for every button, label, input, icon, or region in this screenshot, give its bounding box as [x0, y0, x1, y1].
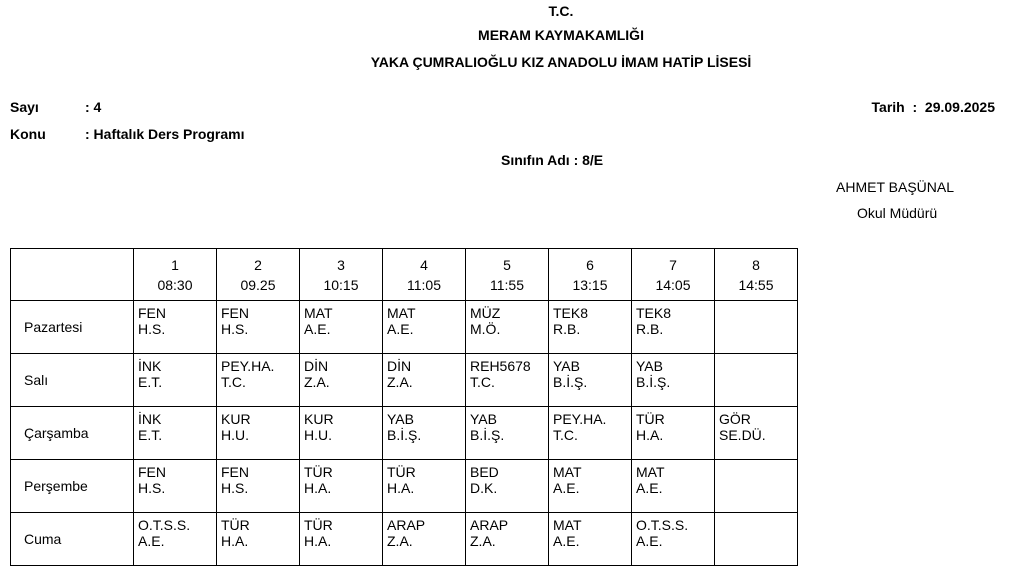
period-number: 2 [254, 257, 262, 273]
lesson-code: FEN [138, 305, 166, 321]
header-tc: T.C. [548, 3, 574, 19]
sayi-value: : 4 [85, 99, 102, 115]
period-time: 11:55 [490, 277, 524, 293]
lesson-code: YAB [553, 358, 580, 374]
period-time: 08:30 [157, 277, 193, 293]
lesson-code: PEY.HA. [221, 358, 275, 374]
lesson-code: FEN [221, 305, 249, 321]
period-header [300, 249, 383, 301]
lesson-cell [217, 460, 300, 513]
lesson-cell [549, 513, 632, 566]
teacher-initials: SE.DÜ. [719, 427, 766, 443]
lesson-cell [383, 460, 466, 513]
period-number: 3 [337, 257, 345, 273]
lesson-cell [134, 513, 217, 566]
table-row [11, 513, 798, 566]
lesson-cell [715, 301, 798, 354]
lesson-code: BED [470, 464, 499, 480]
table-header-row [11, 249, 798, 301]
teacher-initials: A.E. [387, 321, 414, 337]
lesson-cell [715, 460, 798, 513]
lesson-cell [549, 301, 632, 354]
header-kaymakamlik: MERAM KAYMAKAMLIĞI [478, 27, 644, 43]
lesson-code: O.T.S.S. [138, 517, 191, 533]
day-label: Çarşamba [11, 407, 134, 460]
lesson-code: İNK [138, 411, 162, 427]
teacher-initials: R.B. [553, 321, 581, 337]
lesson-code: PEY.HA. [553, 411, 607, 427]
lesson-cell [383, 354, 466, 407]
table-row [11, 407, 798, 460]
lesson-code: MAT [553, 517, 582, 533]
teacher-initials: T.C. [221, 374, 246, 390]
lesson-code: TÜR [387, 464, 416, 480]
period-number: 7 [669, 257, 677, 273]
schedule-table [10, 248, 798, 566]
lesson-code: TÜR [304, 464, 333, 480]
lesson-cell [134, 354, 217, 407]
teacher-initials: R.B. [636, 321, 664, 337]
day-label: Pazartesi [11, 301, 134, 354]
lesson-code: TÜR [636, 411, 665, 427]
lesson-code: YAB [636, 358, 663, 374]
lesson-code: TÜR [304, 517, 333, 533]
lesson-code: TEK8 [553, 305, 589, 321]
teacher-initials: E.T. [138, 427, 163, 443]
lesson-code: GÖR [719, 411, 751, 427]
period-number: 6 [586, 257, 594, 273]
lesson-code: DİN [387, 358, 412, 374]
lesson-cell [300, 301, 383, 354]
teacher-initials: Z.A. [304, 374, 330, 390]
period-number: 5 [503, 257, 511, 273]
period-time: 14:55 [738, 277, 774, 293]
lesson-code: YAB [470, 411, 497, 427]
teacher-initials: B.İ.Ş. [553, 374, 588, 390]
lesson-cell [134, 407, 217, 460]
lesson-cell [217, 513, 300, 566]
period-time: 09.25 [240, 277, 276, 293]
period-time: 13:15 [572, 277, 608, 293]
teacher-initials: H.S. [138, 321, 166, 337]
lesson-cell [217, 301, 300, 354]
lesson-code: İNK [138, 358, 162, 374]
teacher-initials: D.K. [470, 480, 498, 496]
teacher-initials: B.İ.Ş. [470, 427, 505, 443]
period-number: 1 [171, 257, 179, 273]
teacher-initials: A.E. [553, 533, 580, 549]
period-header [217, 249, 300, 301]
lesson-cell [632, 513, 715, 566]
lesson-cell [383, 513, 466, 566]
lesson-cell [549, 407, 632, 460]
teacher-initials: H.A. [221, 533, 249, 549]
lesson-cell [217, 354, 300, 407]
header-school-name: YAKA ÇUMRALIOĞLU KIZ ANADOLU İMAM HATİP LİSESİ [370, 54, 752, 70]
lesson-cell [632, 407, 715, 460]
teacher-initials: T.C. [470, 374, 495, 390]
teacher-initials: A.E. [138, 533, 165, 549]
lesson-code: O.T.S.S. [636, 517, 689, 533]
period-header [383, 249, 466, 301]
teacher-initials: H.S. [221, 321, 249, 337]
sayi-label: Sayı [10, 99, 39, 115]
lesson-code: DİN [304, 358, 329, 374]
principal-title: Okul Müdürü [857, 205, 938, 221]
teacher-initials: H.A. [636, 427, 664, 443]
period-header [632, 249, 715, 301]
konu-value: : Haftalık Ders Programı [85, 126, 245, 142]
teacher-initials: M.Ö. [470, 321, 501, 337]
lesson-code: YAB [387, 411, 414, 427]
period-header [466, 249, 549, 301]
lesson-cell [466, 301, 549, 354]
teacher-initials: E.T. [138, 374, 163, 390]
tarih: Tarih : 29.09.2025 [871, 99, 995, 115]
lesson-cell [549, 354, 632, 407]
teacher-initials: A.E. [636, 533, 663, 549]
lesson-cell [632, 301, 715, 354]
teacher-initials: H.U. [221, 427, 249, 443]
teacher-initials: H.A. [304, 533, 332, 549]
class-name: Sınıfın Adı : 8/E [501, 152, 604, 168]
day-label: Perşembe [11, 460, 134, 513]
lesson-cell [466, 513, 549, 566]
lesson-code: TEK8 [636, 305, 672, 321]
period-time: 14:05 [655, 277, 691, 293]
day-label: Cuma [11, 513, 134, 566]
lesson-cell [466, 407, 549, 460]
principal-name: AHMET BAŞÜNAL [836, 179, 954, 195]
lesson-cell [715, 513, 798, 566]
period-time: 11:05 [407, 277, 441, 293]
lesson-cell [300, 354, 383, 407]
lesson-cell [715, 354, 798, 407]
lesson-cell [217, 407, 300, 460]
lesson-cell [300, 460, 383, 513]
table-row [11, 460, 798, 513]
lesson-cell [549, 460, 632, 513]
lesson-code: ARAP [470, 517, 509, 533]
lesson-code: KUR [304, 411, 334, 427]
teacher-initials: B.İ.Ş. [387, 427, 422, 443]
teacher-initials: H.A. [387, 480, 415, 496]
lesson-code: FEN [138, 464, 166, 480]
teacher-initials: A.E. [553, 480, 580, 496]
period-number: 8 [752, 257, 760, 273]
lesson-cell [134, 301, 217, 354]
lesson-code: KUR [221, 411, 251, 427]
lesson-cell [632, 354, 715, 407]
lesson-code: REH5678 [470, 358, 531, 374]
teacher-initials: H.U. [304, 427, 332, 443]
lesson-cell [632, 460, 715, 513]
teacher-initials: A.E. [636, 480, 663, 496]
teacher-initials: Z.A. [387, 374, 413, 390]
lesson-cell [300, 407, 383, 460]
lesson-code: MAT [636, 464, 665, 480]
lesson-cell [300, 513, 383, 566]
lesson-cell [466, 460, 549, 513]
teacher-initials: Z.A. [387, 533, 413, 549]
lesson-cell [383, 301, 466, 354]
period-header [549, 249, 632, 301]
lesson-cell [134, 460, 217, 513]
period-header [715, 249, 798, 301]
lesson-code: TÜR [221, 517, 250, 533]
teacher-initials: A.E. [304, 321, 331, 337]
lesson-code: MAT [387, 305, 416, 321]
teacher-initials: H.S. [138, 480, 166, 496]
table-row [11, 354, 798, 407]
period-header [134, 249, 217, 301]
period-time: 10:15 [323, 277, 359, 293]
day-label: Salı [11, 354, 134, 407]
corner-cell [11, 249, 134, 301]
period-number: 4 [420, 257, 428, 273]
lesson-code: MAT [553, 464, 582, 480]
teacher-initials: H.S. [221, 480, 249, 496]
teacher-initials: T.C. [553, 427, 578, 443]
lesson-code: MAT [304, 305, 333, 321]
teacher-initials: B.İ.Ş. [636, 374, 671, 390]
table-row [11, 301, 798, 354]
lesson-code: ARAP [387, 517, 426, 533]
lesson-cell [715, 407, 798, 460]
lesson-code: MÜZ [470, 305, 501, 321]
teacher-initials: Z.A. [470, 533, 496, 549]
teacher-initials: H.A. [304, 480, 332, 496]
lesson-cell [466, 354, 549, 407]
konu-label: Konu [10, 126, 46, 142]
lesson-code: FEN [221, 464, 249, 480]
lesson-cell [383, 407, 466, 460]
